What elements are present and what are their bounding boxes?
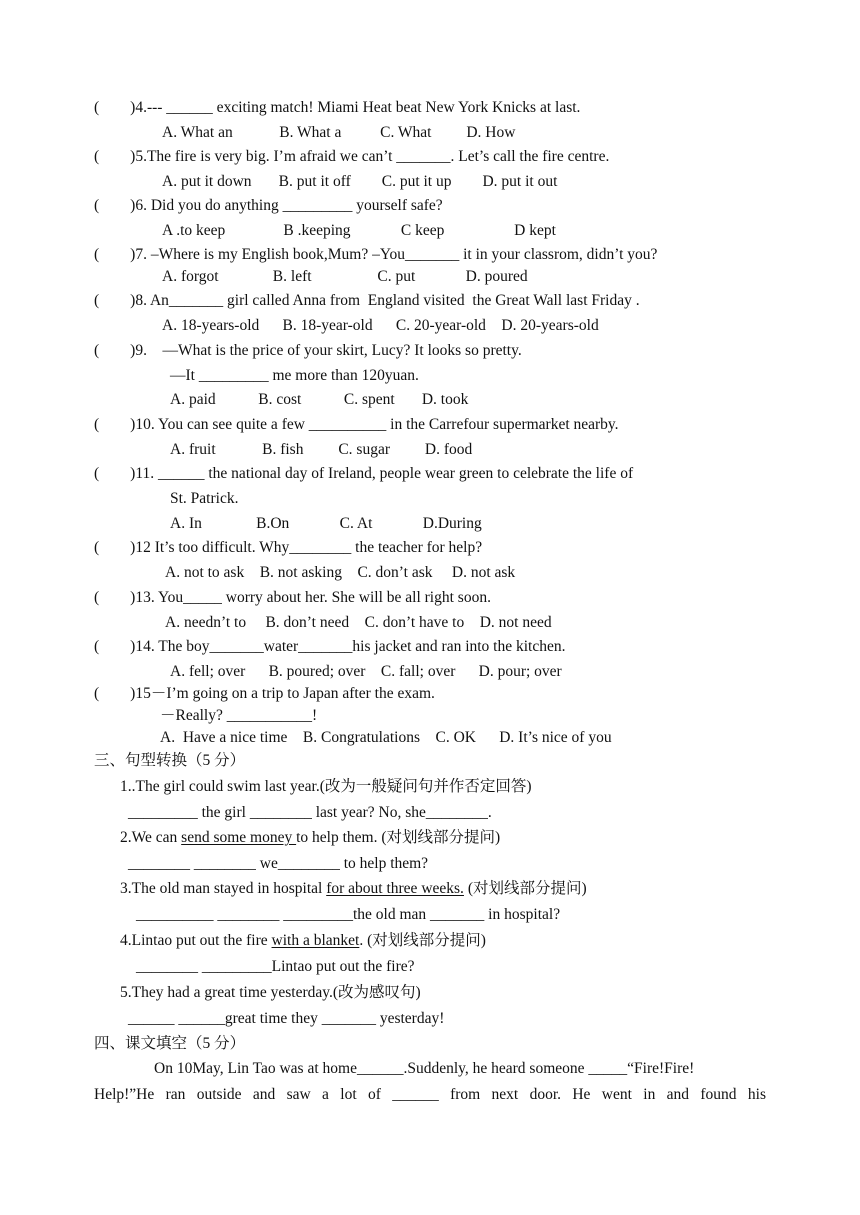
question-6-options: A .to keep B .keeping C keep D kept [162,222,556,239]
passage-line-2: Help!”He ran outside and saw a lot of ______ from next door. He went in and found his [94,1086,766,1103]
question-6-stem: ( )6. Did you do anything _________ yourself safe? [94,197,443,214]
question-9-stem: ( )9. —What is the price of your skirt, Lucy? It looks so pretty. [94,342,522,359]
question-10-stem: ( )10. You can see quite a few __________ in the Carrefour supermarket nearby. [94,416,619,433]
question-4-options: A. What an B. What a C. What D. How [162,124,516,141]
question-12-stem: ( )12 It’s too difficult. Why________ the teacher for help? [94,539,483,556]
question-9-stem-2: —It _________ me more than 120yuan. [170,367,419,384]
question-11-options: A. In B.On C. At D.During [170,515,482,532]
transform-3-question: 3.The old man stayed in hospital for about three weeks. (对划线部分提问) [120,880,587,897]
question-11-stem: ( )11. ______ the national day of Ireland, people wear green to celebrate the life of [94,465,634,482]
question-5-stem: ( )5.The fire is very big. I’m afraid we can’t _______. Let’s call the fire centre. [94,148,610,165]
question-13-stem: ( )13. You_____ worry about her. She will be all right soon. [94,589,491,606]
question-13-options: A. needn’t to B. don’t need C. don’t have to D. not need [165,614,552,631]
transform-5-answer: ______ ______great time they _______ yesterday! [128,1010,445,1027]
question-7-stem: ( )7. –Where is my English book,Mum? –You_______ it in your classrom, didn’t you? [94,246,658,263]
transform-2-question: 2.We can send some money to help them. (对划线部分提问) [120,829,501,846]
question-8-stem: ( )8. An_______ girl called Anna from England visited the Great Wall last Friday . [94,292,640,309]
transform-1-answer: _________ the girl ________ last year? No, she________. [128,804,492,821]
question-12-options: A. not to ask B. not asking C. don’t ask D. not ask [165,564,516,581]
underlined-phrase: with a blanket [271,932,360,949]
question-8-options: A. 18-years-old B. 18-year-old C. 20-year-old D. 20-years-old [162,317,599,334]
transform-5-question: 5.They had a great time yesterday.(改为感叹句) [120,984,421,1001]
passage-line-1: On 10May, Lin Tao was at home______.Suddenly, he heard someone _____“Fire!Fire! [154,1060,695,1077]
question-14-stem: ( )14. The boy_______water_______his jacket and ran into the kitchen. [94,638,566,655]
question-9-options: A. paid B. cost C. spent D. took [170,391,469,408]
question-14-options: A. fell; over B. poured; over C. fall; over D. pour; over [170,663,562,680]
question-10-options: A. fruit B. fish C. sugar D. food [170,441,473,458]
transform-4-question: 4.Lintao put out the fire with a blanket. (对划线部分提问) [120,932,486,949]
question-15-options: A. Have a nice time B. Congratulations C. OK D. It’s nice of you [160,729,612,746]
question-5-options: A. put it down B. put it off C. put it up D. put it out [162,173,558,190]
section-4-heading: 四、课文填空（5 分） [94,1035,246,1052]
transform-4-answer: ________ _________Lintao put out the fire? [136,958,415,975]
transform-2-answer: ________ ________ we________ to help them? [128,855,429,872]
transform-3-answer: __________ ________ _________the old man _______ in hospital? [136,906,561,923]
underlined-phrase: send some money [181,829,297,846]
section-3-heading: 三、句型转换（5 分） [94,752,246,769]
question-15-stem-2: －Really? ___________! [160,707,318,724]
question-7-options: A. forgot B. left C. put D. poured [162,268,528,285]
question-11-stem-2: St. Patrick. [170,490,239,507]
underlined-phrase: for about three weeks. [326,880,464,897]
question-15-stem: ( )15－I’m going on a trip to Japan after the exam. [94,685,435,702]
transform-1-question: 1..The girl could swim last year.(改为一般疑问句并作否定回答) [120,778,532,795]
question-4-stem: ( )4.--- ______ exciting match! Miami Heat beat New York Knicks at last. [94,99,581,116]
